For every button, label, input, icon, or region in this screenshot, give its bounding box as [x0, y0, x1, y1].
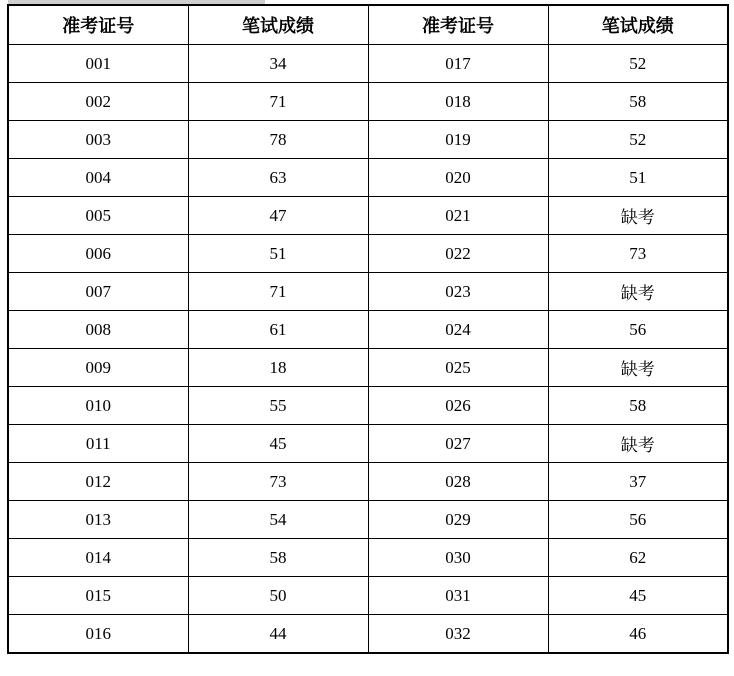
score-cell: 58 — [188, 539, 368, 577]
score-cell: 56 — [548, 311, 728, 349]
score-cell: 73 — [188, 463, 368, 501]
score-cell: 缺考 — [548, 273, 728, 311]
candidate-id-cell: 003 — [8, 121, 188, 159]
score-cell: 73 — [548, 235, 728, 273]
score-cell: 50 — [188, 577, 368, 615]
candidate-id-cell: 027 — [368, 425, 548, 463]
score-cell: 45 — [548, 577, 728, 615]
candidate-id-cell: 009 — [8, 349, 188, 387]
candidate-id-cell: 006 — [8, 235, 188, 273]
candidate-id-cell: 022 — [368, 235, 548, 273]
score-cell: 18 — [188, 349, 368, 387]
table-row — [8, 197, 728, 235]
candidate-id-cell: 013 — [8, 501, 188, 539]
header-row — [8, 5, 728, 45]
score-cell: 54 — [188, 501, 368, 539]
candidate-id-cell: 030 — [368, 539, 548, 577]
score-cell: 62 — [548, 539, 728, 577]
header-candidate-id-left: 准考证号 — [8, 5, 188, 45]
score-cell: 78 — [188, 121, 368, 159]
candidate-id-cell: 028 — [368, 463, 548, 501]
score-cell: 34 — [188, 45, 368, 83]
exam-score-table — [7, 4, 729, 654]
table-row — [8, 387, 728, 425]
candidate-id-cell: 016 — [8, 615, 188, 654]
table-row — [8, 273, 728, 311]
score-cell: 63 — [188, 159, 368, 197]
candidate-id-cell: 008 — [8, 311, 188, 349]
score-cell: 71 — [188, 273, 368, 311]
score-cell: 51 — [188, 235, 368, 273]
candidate-id-cell: 015 — [8, 577, 188, 615]
table-row — [8, 501, 728, 539]
candidate-id-cell: 025 — [368, 349, 548, 387]
score-table-body — [8, 45, 728, 654]
score-cell: 缺考 — [548, 425, 728, 463]
score-cell: 52 — [548, 121, 728, 159]
candidate-id-cell: 011 — [8, 425, 188, 463]
candidate-id-cell: 014 — [8, 539, 188, 577]
candidate-id-cell: 018 — [368, 83, 548, 121]
score-cell: 51 — [548, 159, 728, 197]
table-row — [8, 311, 728, 349]
table-row — [8, 539, 728, 577]
candidate-id-cell: 010 — [8, 387, 188, 425]
score-cell: 55 — [188, 387, 368, 425]
candidate-id-cell: 004 — [8, 159, 188, 197]
score-cell: 44 — [188, 615, 368, 654]
table-row — [8, 425, 728, 463]
table-row — [8, 235, 728, 273]
table-row — [8, 159, 728, 197]
header-candidate-id-right: 准考证号 — [368, 5, 548, 45]
candidate-id-cell: 031 — [368, 577, 548, 615]
header-written-score-left: 笔试成绩 — [188, 5, 368, 45]
table-row — [8, 83, 728, 121]
score-cell: 缺考 — [548, 197, 728, 235]
score-cell: 47 — [188, 197, 368, 235]
candidate-id-cell: 021 — [368, 197, 548, 235]
table-row — [8, 121, 728, 159]
header-written-score-right: 笔试成绩 — [548, 5, 728, 45]
table-row — [8, 577, 728, 615]
score-cell: 71 — [188, 83, 368, 121]
table-row — [8, 615, 728, 654]
candidate-id-cell: 023 — [368, 273, 548, 311]
score-cell: 61 — [188, 311, 368, 349]
score-cell: 58 — [548, 83, 728, 121]
score-cell: 56 — [548, 501, 728, 539]
candidate-id-cell: 005 — [8, 197, 188, 235]
score-table-head — [8, 5, 728, 45]
score-cell: 45 — [188, 425, 368, 463]
candidate-id-cell: 017 — [368, 45, 548, 83]
score-cell: 46 — [548, 615, 728, 654]
score-cell: 58 — [548, 387, 728, 425]
candidate-id-cell: 012 — [8, 463, 188, 501]
score-cell: 缺考 — [548, 349, 728, 387]
candidate-id-cell: 032 — [368, 615, 548, 654]
table-row — [8, 45, 728, 83]
table-row — [8, 349, 728, 387]
candidate-id-cell: 024 — [368, 311, 548, 349]
candidate-id-cell: 019 — [368, 121, 548, 159]
candidate-id-cell: 007 — [8, 273, 188, 311]
table-row — [8, 463, 728, 501]
candidate-id-cell: 002 — [8, 83, 188, 121]
candidate-id-cell: 020 — [368, 159, 548, 197]
candidate-id-cell: 029 — [368, 501, 548, 539]
candidate-id-cell: 026 — [368, 387, 548, 425]
candidate-id-cell: 001 — [8, 45, 188, 83]
score-cell: 52 — [548, 45, 728, 83]
score-cell: 37 — [548, 463, 728, 501]
